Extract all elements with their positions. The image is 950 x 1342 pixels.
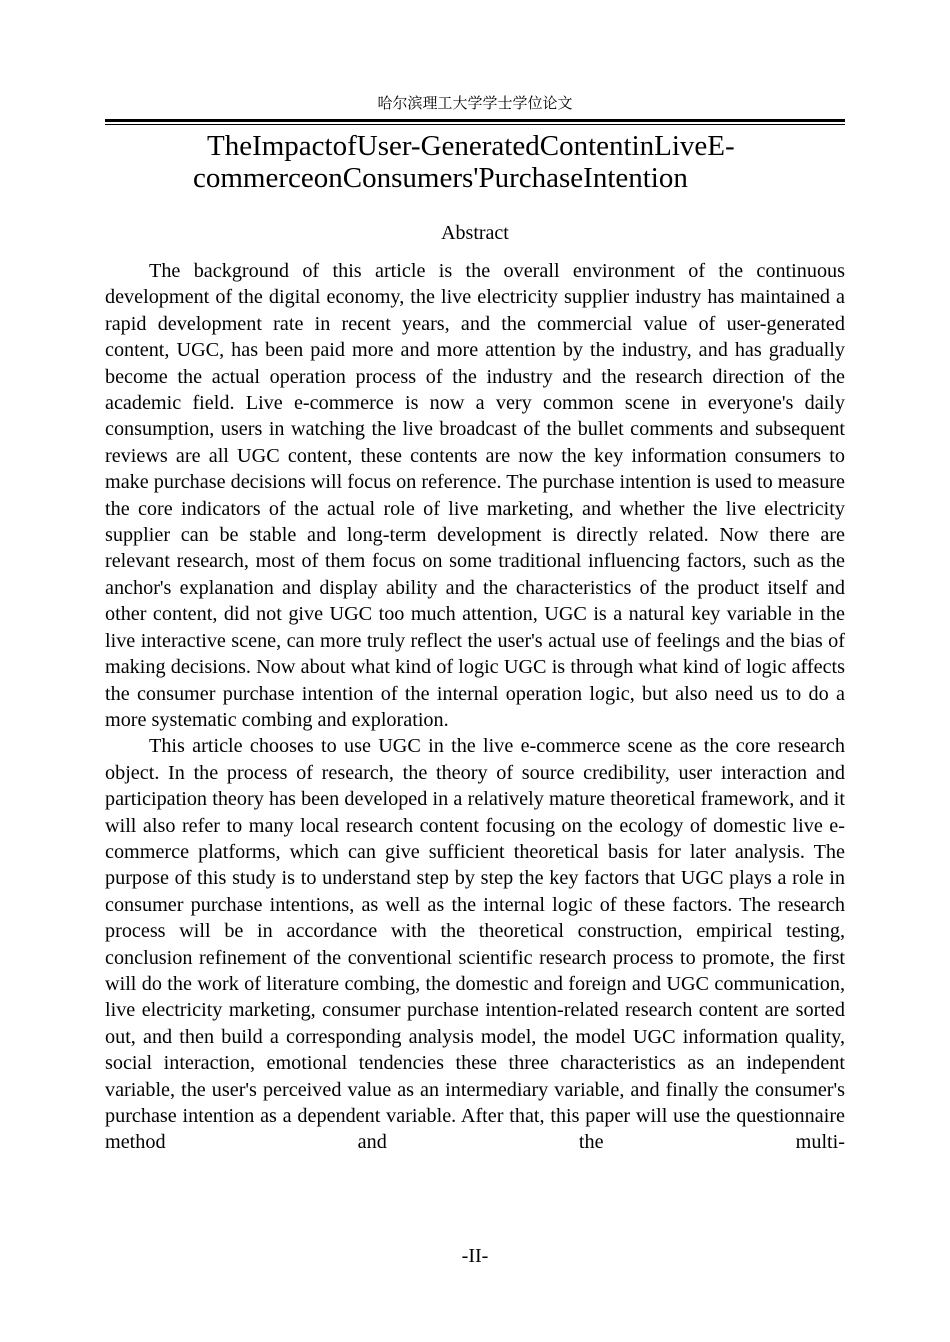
title-line-1: TheImpactofUser-GeneratedContentinLiveE- xyxy=(207,130,735,162)
running-header: 哈尔滨理工大学学士学位论文 xyxy=(377,94,573,112)
header-rule-thin xyxy=(105,124,845,125)
page-number: -II- xyxy=(461,1245,489,1267)
abstract-paragraph: This article chooses to use UGC in the live e-commerce scene as the core research object. In the process of research, the theory of source credibility, user interaction and participation theory has been developed in a relatively mature theoretical framework, and it will also refer to many local research content focusing on the ecology of domestic live e-commerce platforms, which can give sufficient theoretical basis for later analysis. The purpose of this study is to understand step by step the key factors that UGC plays a role in consumer purchase intentions, as well as the internal logic of these factors. The research process will be in accordance with the theoretical construction, empirical testing, conclusion refinement of the conventional scientific research process to promote, the first will do the work of literature combing, the domestic and foreign and UGC communication, live electricity marketing, consumer purchase intention-related research content are sorted out, and then build a corresponding analysis model, the model UGC information quality, social interaction, emotional tendencies these three characteristics as an independent variable, the user's perceived value as an intermediary variable, and finally the consumer's purchase intention as a dependent variable. After that, this paper will use the questionnaire method and the multi- xyxy=(105,735,845,1154)
paper-title xyxy=(105,130,845,194)
title-line-2: commerceonConsumers'PurchaseIntention xyxy=(193,162,688,194)
abstract-body xyxy=(105,258,845,1156)
abstract-heading: Abstract xyxy=(441,222,509,244)
header-rule-thick xyxy=(105,119,845,122)
abstract-paragraph: The background of this article is the overall environment of the continuous development of the digital economy, the live electricity supplier industry has maintained a rapid development rate in recent years, and the commercial value of user-generated content, UGC, has been paid more and more attention by the industry, and has gradually become the actual operation process of the industry and the research direction of the academic field. Live e-commerce is now a very common scene in everyone's daily consumption, users in watching the live broadcast of the bullet comments and subsequent reviews are all UGC content, these contents are now the key information consumers to make purchase decisions will focus on reference. The purchase intention is used to measure the core indicators of the actual role of live marketing, and whether the live electricity supplier can be stable and long-term development is directly related. Now there are relevant research, most of them focus on some traditional influencing factors, such as the anchor's explanation and display ability and the characteristics of the product itself and other content, did not give UGC too much attention, UGC is a natural key variable in the live interactive scene, can more truly reflect the user's actual use of feelings and the bias of making decisions. Now about what kind of logic UGC is through what kind of logic affects the consumer purchase intention of the internal operation logic, but also need us to do a more systematic combing and exploration. xyxy=(105,260,845,731)
